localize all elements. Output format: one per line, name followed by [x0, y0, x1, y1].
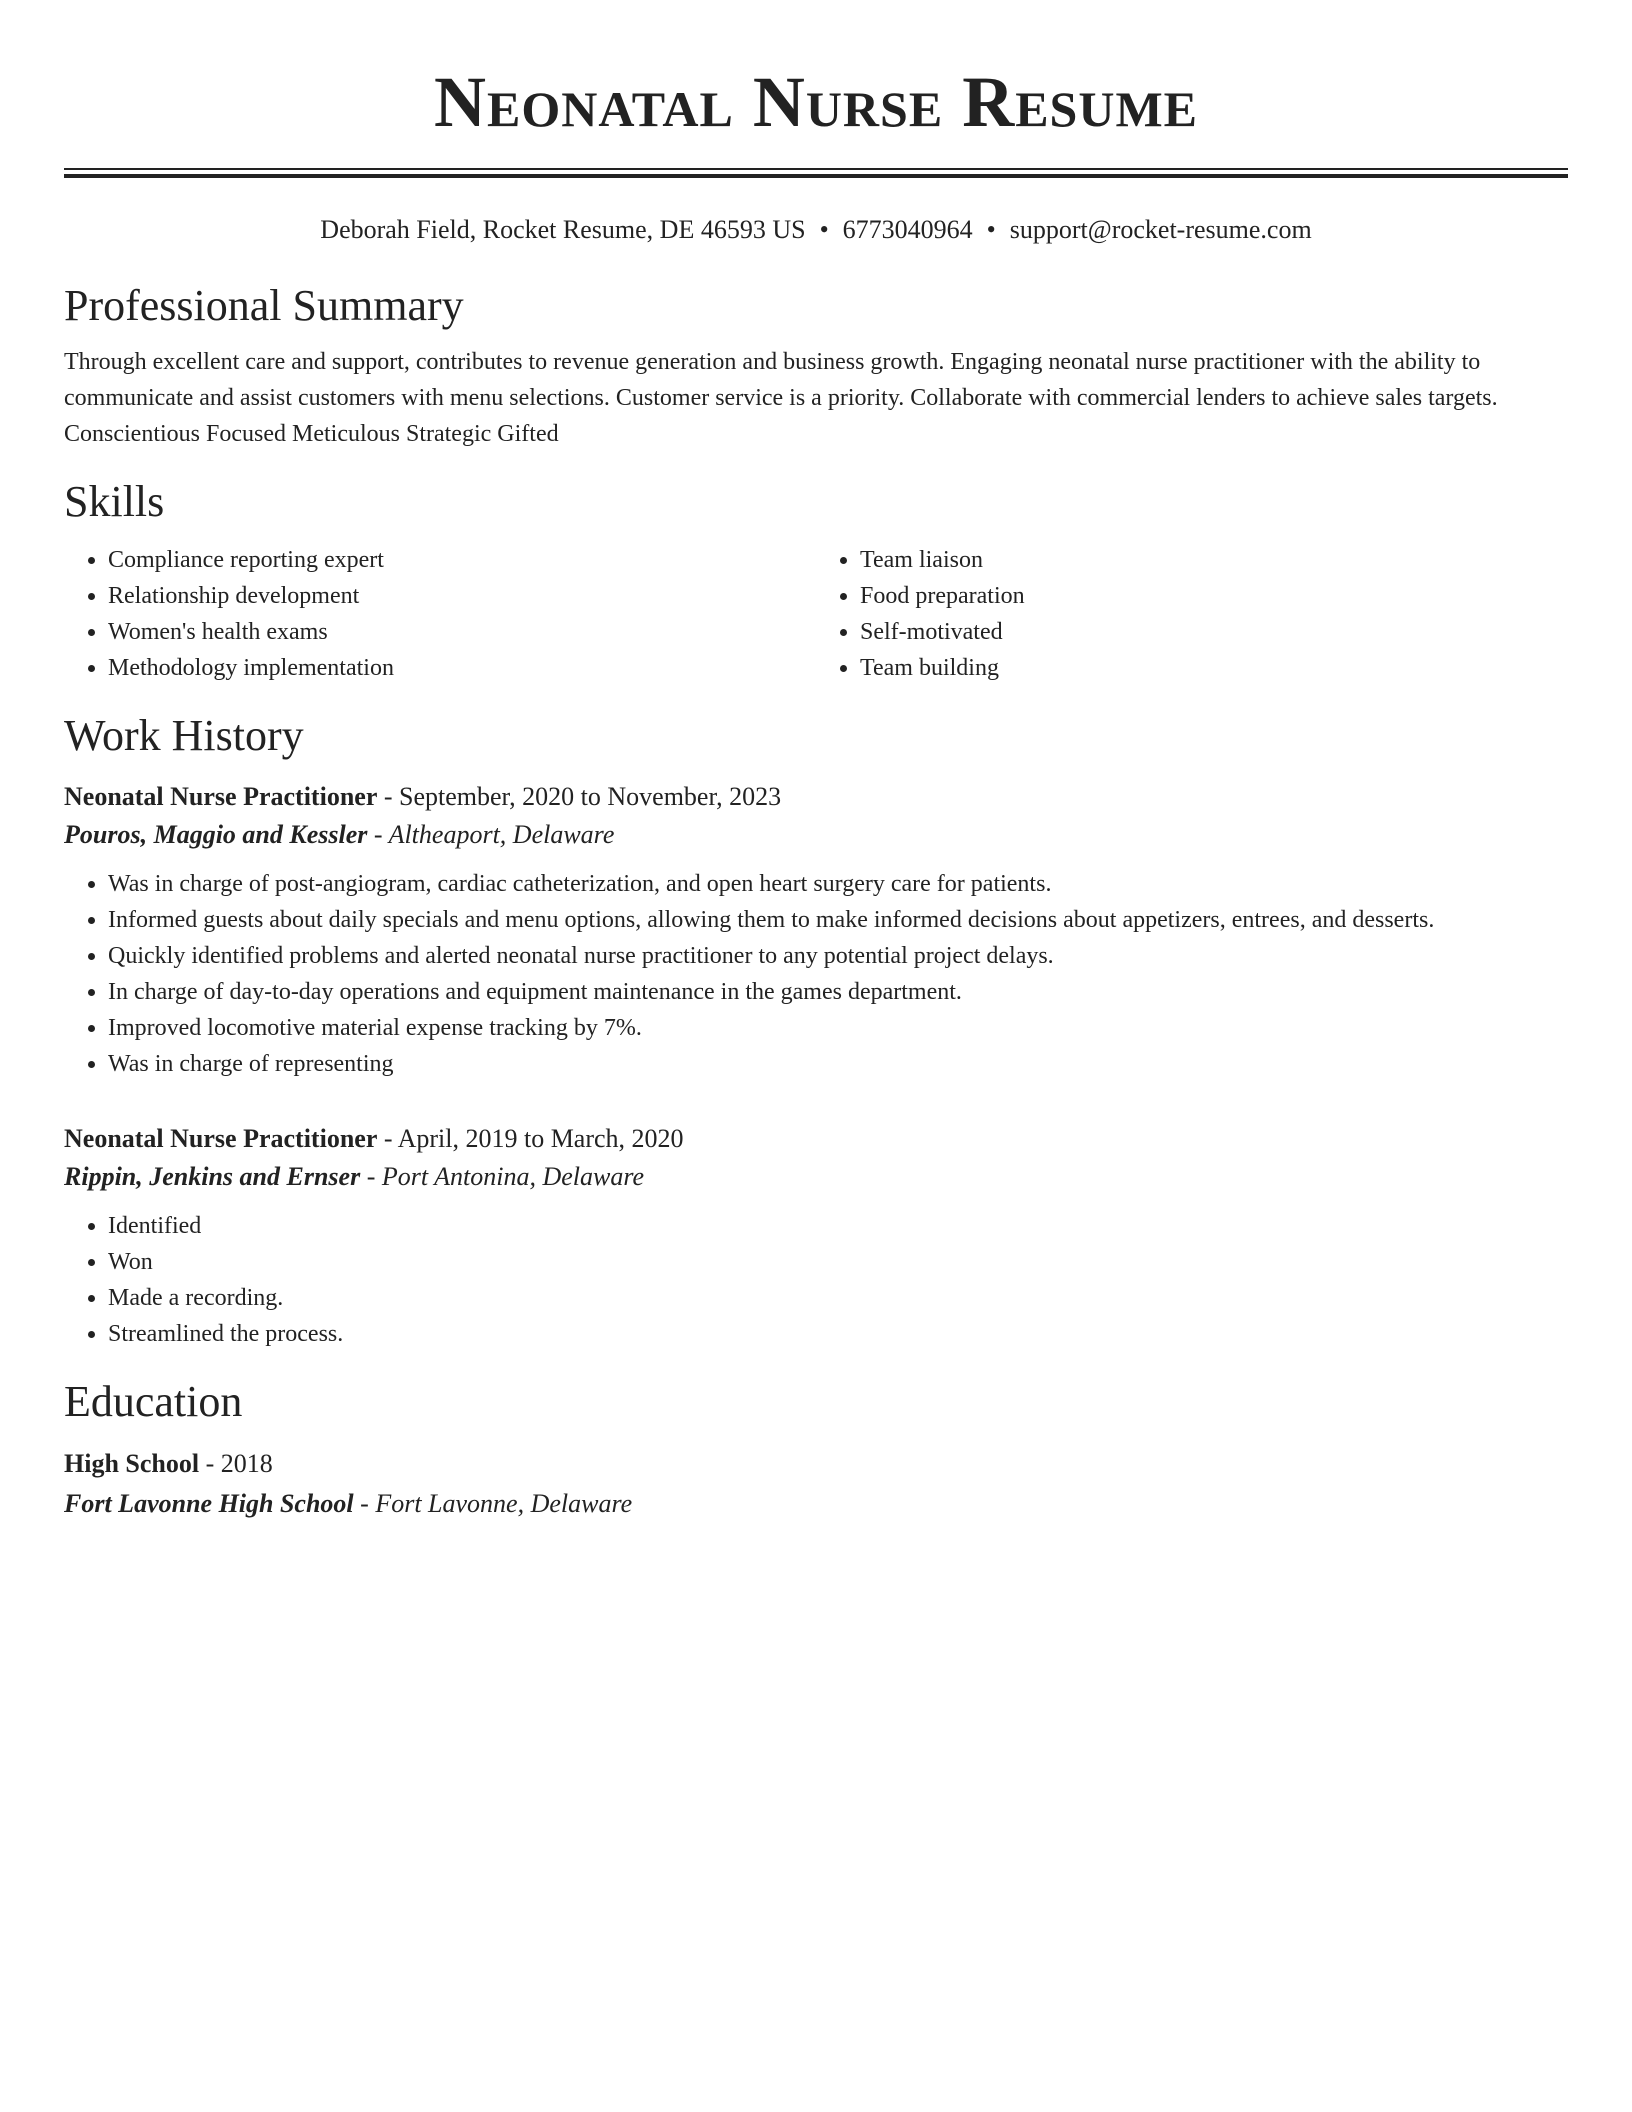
- skill-item: • Self-motivated: [860, 614, 1568, 650]
- job-duties: [64, 1208, 1568, 1352]
- education-degree-line: [64, 1444, 1568, 1484]
- title-divider: [64, 168, 1568, 178]
- resume-title: Neonatal Nurse Resume: [433, 62, 1198, 142]
- skills-column-left: [64, 542, 816, 686]
- skill-item: • Food preparation: [860, 578, 1568, 614]
- education-heading: Education: [64, 1377, 243, 1426]
- summary-text: Through excellent care and support, contributes to revenue generation and business growth. Engaging neonatal nurse practitioner with the ability to communicate and assist customers with menu selections. Customer service is a priority. Collaborate with commercial lenders to achieve sales targets. Conscientious Focused Meticulous Strategic Gifted: [64, 349, 1498, 447]
- summary-heading: Professional Summary: [64, 281, 464, 330]
- education-location: - Fort Lavonne, Delaware: [353, 1489, 633, 1518]
- education-school: Fort Lavonne High School: [64, 1489, 354, 1518]
- job-title: Neonatal Nurse Practitioner: [64, 782, 378, 811]
- job-duty: • In charge of day-to-day operations and equipment maintenance in the games department.: [108, 974, 1568, 1010]
- contact-line: [64, 210, 1568, 250]
- job-title-line: [64, 1120, 1568, 1158]
- education-degree: High School: [64, 1449, 200, 1478]
- job-duty: • Was in charge of representing: [108, 1046, 1568, 1082]
- contact-separator: •: [986, 215, 996, 244]
- skill-item: • Compliance reporting expert: [108, 542, 816, 578]
- job-title: Neonatal Nurse Practitioner: [64, 1124, 378, 1153]
- job-duty: • Streamlined the process.: [108, 1316, 1568, 1352]
- skill-item: • Women's health exams: [108, 614, 816, 650]
- skills-heading: Skills: [64, 477, 165, 526]
- skill-item: • Team building: [860, 650, 1568, 686]
- education-year: - 2018: [199, 1449, 273, 1478]
- job-duty: • Quickly identified problems and alerted neonatal nurse practitioner to any potential project delays.: [108, 938, 1568, 974]
- job-location: - Port Antonina, Delaware: [360, 1162, 645, 1191]
- job-duty: • Made a recording.: [108, 1280, 1568, 1316]
- contact-address: Deborah Field, Rocket Resume, DE 46593 US: [320, 215, 806, 244]
- job-company-line: [64, 816, 1568, 854]
- skill-item: • Relationship development: [108, 578, 816, 614]
- job-duties: [64, 866, 1568, 1082]
- skill-item: • Methodology implementation: [108, 650, 816, 686]
- job-location: - Altheaport, Delaware: [367, 820, 615, 849]
- job-title-line: [64, 778, 1568, 816]
- job-duty: • Was in charge of post-angiogram, cardiac catheterization, and open heart surgery care for patients.: [108, 866, 1568, 902]
- job-entry: [64, 1120, 1568, 1352]
- job-dates: - September, 2020 to November, 2023: [377, 782, 782, 811]
- job-duty: • Improved locomotive material expense tracking by 7%.: [108, 1010, 1568, 1046]
- contact-phone: 6773040964: [842, 215, 973, 244]
- skills-column-right: [816, 542, 1568, 686]
- job-company: Rippin, Jenkins and Ernser: [64, 1162, 361, 1191]
- contact-email: support@rocket-resume.com: [1009, 215, 1312, 244]
- job-company-line: [64, 1158, 1568, 1196]
- education-school-line: [64, 1484, 1568, 1524]
- job-company: Pouros, Maggio and Kessler: [64, 820, 368, 849]
- job-duty: • Identified: [108, 1208, 1568, 1244]
- skill-item: • Team liaison: [860, 542, 1568, 578]
- skills-list: [64, 542, 1568, 686]
- job-entry: [64, 778, 1568, 1082]
- education-entry: [64, 1444, 1568, 1524]
- work-history-heading: Work History: [64, 711, 304, 760]
- job-duty: • Informed guests about daily specials and menu options, allowing them to make informed decisions about appetizers, entrees, and desserts.: [108, 902, 1568, 938]
- contact-separator: •: [819, 215, 829, 244]
- job-duty: • Won: [108, 1244, 1568, 1280]
- job-dates: - April, 2019 to March, 2020: [377, 1124, 684, 1153]
